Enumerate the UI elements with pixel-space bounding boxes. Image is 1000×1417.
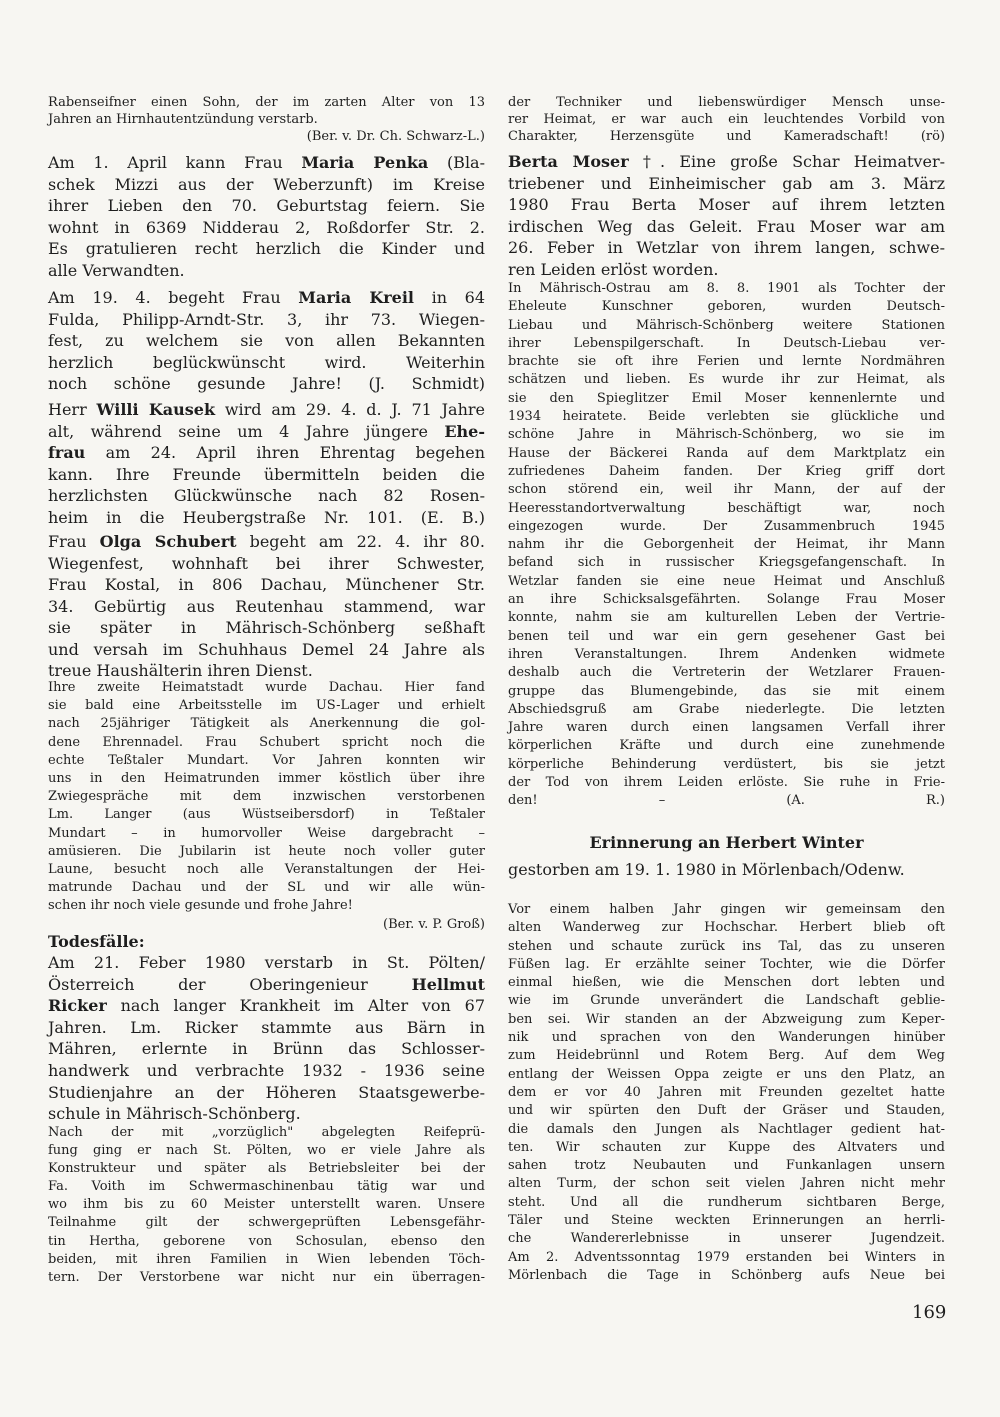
text-line [48, 152, 485, 174]
text-line: Eheleute Kunschner geboren, wurden Deutsch- [508, 299, 945, 315]
text-segment: wird am 29. 4. d. J. 71 Jahre [215, 400, 486, 419]
paragraph-r3 [508, 280, 945, 811]
paragraph-l7 [48, 931, 485, 952]
paragraph-r1 [508, 94, 945, 145]
text-line: stehen und schaute zurück ins Tal, das zu unseren [508, 938, 945, 954]
text-line: nik und sprachen von den Wanderungen hinüber [508, 1030, 945, 1046]
text-line: den! – (A. R.) [508, 793, 945, 809]
paragraph-l4 [48, 399, 485, 528]
text-line: nahm ihr die Geborgenheit der Heimat, ihr Mann [508, 537, 945, 553]
text-line: irdischen Weg das Geleit. Frau Moser war am [508, 216, 945, 236]
text-line: 1934 heiratete. Beide verlebten sie glückliche und [508, 409, 945, 425]
text-line: 26. Feber in Wetzlar von ihrem langen, schwe- [508, 238, 945, 257]
text-line: Am 21. Feber 1980 verstarb in St. Pölten/ [48, 953, 485, 972]
text-line: matrunde Dachau und der SL und wir alle wün- [48, 880, 485, 896]
text-line: Lm. Langer (aus Wüstseibersdorf) in Teßtaler [48, 807, 485, 823]
text-line: Frau Kostal, in 806 Dachau, Münchener Str. [48, 575, 485, 594]
text-line: ihrer Lebenspilgerschaft. In Deutsch-Liebau ver- [508, 335, 945, 351]
text-line: Erinnerung an Herbert Winter [589, 833, 864, 852]
text-line: die damals den Jungen als Nachtlager gedient hat- [508, 1121, 945, 1137]
text-line: handwerk und verbrachte 1932 - 1936 seine [48, 1060, 485, 1080]
text-segment: Am 19. 4. begeht Frau [48, 288, 299, 307]
text-line: Wetzlar fanden sie eine neue Heimat und Anschluß [508, 573, 945, 589]
text-line: Teilnahme gilt der schwergeprüften Lebensgefähr- [48, 1215, 485, 1231]
paragraph-l3 [48, 287, 485, 395]
text-line: dene Ehrennadel. Frau Schubert spricht noch die [48, 734, 485, 750]
text-line: körperlichen Kräfte und durch eine zunehmende [508, 738, 945, 754]
text-line: konnte, nahm sie am kulturellen Leben der Vertrie- [508, 610, 945, 626]
bold-name: Willi Kausek [96, 400, 216, 419]
text-segment: Österreich der Oberingenieur [48, 974, 412, 994]
text-line: noch schöne gesunde Jahre! (J. Schmidt) [48, 374, 485, 393]
text-line [48, 442, 485, 464]
text-line: echte Teßtaler Mundart. Vor Jahren konnten wir [48, 752, 485, 768]
text-line: Studienjahre an der Höheren Staatsgewerbe- [48, 1082, 485, 1102]
text-line: nach 25jähriger Tätigkeit als Anerkennung die gol- [48, 716, 485, 732]
text-line: ihren Veranstaltungen. Ihrem Andenken widmete [508, 646, 945, 662]
text-segment: alt, während seine um 4 Jahre jüngere [48, 421, 445, 441]
text-line: Heeresstandortverwaltung beschäftigt war, noch [508, 500, 945, 516]
text-line: zufriedenes Daheim fanden. Der Krieg griff dort [508, 463, 945, 479]
text-segment: Am 1. April kann Frau [48, 153, 302, 172]
bold-name: Hellmut [411, 974, 485, 994]
text-segment: begeht am 22. 4. ihr 80. [236, 532, 485, 551]
paragraph-r2 [508, 151, 945, 280]
text-line: wohnt in 6369 Nidderau 2, Roßdorfer Str. 2. [48, 217, 485, 237]
text-line: zum Heidebrünnl und Rotem Berg. Auf dem Weg [508, 1048, 945, 1064]
text-line: körperliche Behinderung verdüstert, bis sie jetzt [508, 756, 945, 772]
text-segment: nach langer Krankheit im Alter von 67 [106, 996, 485, 1016]
text-line [48, 995, 485, 1017]
text-line: schek Mizzi aus der Weberzunft) im Kreise [48, 174, 485, 194]
text-line: amüsieren. Die Jubilarin ist heute noch voller guter [48, 843, 485, 859]
text-line: der Tod von ihrem Leiden erlöste. Sie ruhe in Frie- [508, 775, 945, 791]
text-line: der Techniker und liebenswürdiger Mensch unse- [508, 95, 945, 110]
text-line: Nach der mit „vorzüglich" abgelegten Reifeprü- [48, 1125, 485, 1140]
text-line: sie später in Mährisch-Schönberg seßhaft [48, 618, 485, 637]
text-line: wie im Grunde unverändert die Landschaft geblie- [508, 993, 945, 1009]
text-line: Konstrukteur und später als Betriebsleiter bei der [48, 1161, 485, 1177]
text-line: sie bald eine Arbeitsstelle im US-Lager und erhielt [48, 698, 485, 714]
text-line: alten Wanderweg zur Hochschar. Herbert blieb oft [508, 920, 945, 936]
text-line: 34. Gebürtig aus Reutenhau stammend, war [48, 596, 485, 616]
text-line: uns in den Heimatrunden immer köstlich über ihre [48, 771, 485, 787]
text-line: herzlich beglückwünscht wird. Weiterhin [48, 352, 485, 372]
text-line: (Ber. v. P. Groß) [383, 916, 485, 932]
paragraph-l2 [48, 152, 485, 281]
text-segment: †. Eine große Schar Heimatver- [628, 152, 945, 171]
text-line: alten Turm, der schon seit vielen Jahren nicht mehr [508, 1176, 945, 1192]
text-line: Wiegenfest, wohnhaft bei ihrer Schwester, [48, 553, 485, 573]
text-line: ben sei. Wir standen an der Abzweigung zum Keper- [508, 1011, 945, 1027]
text-line: benen teil und war ein gern gesehener Gast bei [508, 628, 945, 644]
text-line: Rabenseifner einen Sohn, der im zarten Alter von 13 [48, 95, 485, 110]
paragraph-l1 [48, 94, 485, 145]
text-line: gestorben am 19. 1. 1980 in Mörlenbach/Odenw. [508, 860, 905, 879]
text-line: Mähren, erlernte in Brünn das Schlosser- [48, 1039, 485, 1059]
text-line: gruppe das Blumengebinde, das sie mit einem [508, 683, 945, 699]
paragraph-l9 [48, 1124, 485, 1287]
text-line: tern. Der Verstorbene war nicht nur ein überragen- [48, 1269, 485, 1285]
bold-name: Ehe- [444, 421, 485, 441]
text-line: In Mährisch-Ostrau am 8. 8. 1901 als Tochter der [508, 281, 945, 296]
text-line: ren Leiden erlöst worden. [508, 259, 719, 279]
text-line: Liebau und Mährisch-Schönberg weitere Stationen [508, 317, 945, 333]
text-line: einmal hießen, wie die Menschen dort lebten und [508, 975, 945, 991]
text-line [48, 421, 485, 443]
bold-name: Maria Kreil [298, 288, 414, 307]
text-line: Zwiegespräche mit dem inzwischen verstorbenen [48, 789, 485, 805]
text-line: Mundart – in humorvoller Weise dargebracht – [48, 825, 485, 841]
text-line: Fulda, Philipp-Arndt-Str. 3, ihr 73. Wiegen- [48, 309, 485, 329]
text-line: Todesfälle: [48, 932, 145, 951]
text-line: fest, zu welchem sie von allen Bekannten [48, 331, 485, 350]
text-line: treue Haushälterin ihren Dienst. [48, 661, 313, 680]
text-line: Füßen lag. Er erzählte seiner Tochter, wie die Dörfer [508, 956, 945, 972]
text-line [48, 287, 485, 309]
text-line: che Wandererlebnisse in unserer Jugendzeit. [508, 1231, 945, 1247]
text-segment: am 24. April ihren Ehrentag begehen [85, 443, 485, 462]
text-line: eingezogen wurde. Der Zusammenbruch 1945 [508, 518, 945, 534]
text-line: kann. Ihre Freunde übermitteln beiden die [48, 464, 485, 484]
text-line: deshalb auch die Vertreterin der Wetzlarer Frauen- [508, 665, 945, 681]
text-line: Täler und Steine weckten Erinnerungen an herrli- [508, 1213, 945, 1229]
text-line: und versah im Schuhhaus Demel 24 Jahre als [48, 639, 485, 659]
text-line: Jahre waren durch einen langsamen Verfall ihrer [508, 720, 945, 736]
paragraph-l5 [48, 531, 485, 682]
text-line [48, 399, 485, 421]
text-line: Jahren an Hirnhautentzündung verstarb. [48, 112, 318, 127]
text-line: heim in die Heubergstraße Nr. 101. (E. B.) [48, 507, 485, 527]
bold-name: Berta Moser [508, 152, 629, 171]
text-line: schöne Jahre in Mährisch-Schönberg, wo sie im [508, 427, 945, 443]
text-line: beiden, mit ihren Familien in Wien lebenden Töch- [48, 1251, 485, 1267]
text-line [508, 151, 945, 173]
text-line: Am 2. Adventssonntag 1979 erstanden bei Winters in [508, 1249, 945, 1265]
bold-name: Maria Penka [301, 153, 429, 172]
text-line: Abschiedsgruß am Grabe niederlegte. Die letzten [508, 701, 945, 717]
text-line: Ihre zweite Heimatstadt wurde Dachau. Hier fand [48, 680, 485, 695]
text-line: Laune, besucht noch alle Veranstaltungen der Hei- [48, 862, 485, 878]
text-line: steht. Und all die rundherum sichtbaren Berge, [508, 1194, 945, 1210]
paragraph-l8 [48, 952, 485, 1125]
paragraph-r5 [508, 859, 945, 880]
bold-name: Olga Schubert [99, 532, 237, 551]
paragraph-r4 [508, 832, 945, 853]
text-line: Fa. Voith im Schwermaschinenbau tätig war und [48, 1179, 485, 1195]
text-line: rer Heimat, er war auch ein leuchtendes Vorbild von [508, 112, 945, 127]
text-line: Charakter, Herzensgüte und Kameradschaft! (rö) [508, 129, 945, 144]
text-line: Jahren. Lm. Ricker stammte aus Bärn in [48, 1017, 485, 1037]
text-line: befand sich in russischer Kriegsgefangenschaft. In [508, 555, 945, 571]
text-line: schen ihr noch viele gesunde und frohe Jahre! [48, 898, 353, 914]
text-line: entlang der Weissen Oppa zeigte er uns den Platz, an [508, 1066, 945, 1082]
text-line [48, 531, 485, 553]
bold-name: Ricker [48, 996, 107, 1016]
text-segment: Frau [48, 532, 100, 551]
text-segment: (Bla- [428, 153, 486, 172]
text-line: sie den Spieglitzer Emil Moser kennenlernte und [508, 390, 945, 406]
text-line: ten. Wir schauten zur Kuppe des Altvaters und [508, 1139, 945, 1155]
text-line: brachte sie oft ihre Ferien und lernte Nordmähren [508, 354, 945, 370]
text-line: 1980 Frau Berta Moser auf ihrem letzten [508, 195, 945, 214]
text-line: ihrer Lieben den 70. Geburtstag feiern. Sie [48, 196, 485, 215]
paragraph-r6 [508, 901, 945, 1285]
text-line: schule in Mährisch-Schönberg. [48, 1104, 301, 1124]
text-line: dem er vor 40 Jahren mit Freunden gezeltet hatte [508, 1084, 945, 1100]
text-line: herzlichsten Glückwünsche nach 82 Rosen- [48, 486, 485, 505]
text-line: alle Verwandten. [48, 260, 185, 280]
page-number: 169 [912, 1302, 947, 1323]
text-line: und wir spürten den Duft der Gräser und Stauden, [508, 1103, 945, 1119]
text-segment: in 64 [414, 288, 486, 307]
text-line: (Ber. v. Dr. Ch. Schwarz-L.) [306, 129, 485, 144]
text-line: Hause der Bäckerei Randa auf dem Marktplatz ein [508, 445, 945, 461]
text-line [48, 974, 485, 996]
text-line: tin Hertha, geborene von Schosulan, ebenso den [48, 1233, 485, 1249]
text-line: wo ihm bis zu 60 Meister unterstellt waren. Unsere [48, 1197, 485, 1213]
text-line: Vor einem halben Jahr gingen wir gemeinsam den [508, 902, 945, 917]
text-line: sahen trotz Neubauten und Funkanlagen unsern [508, 1158, 945, 1174]
bold-name: frau [48, 443, 86, 462]
text-line: fung ging er nach St. Pölten, wo er viele Jahre als [48, 1143, 485, 1159]
paragraph-l6 [48, 679, 485, 934]
text-line: schon störend ein, weil ihr Mann, der auf der [508, 482, 945, 498]
text-line: triebener und Einheimischer gab am 3. März [508, 173, 945, 193]
text-line: Es gratulieren recht herzlich die Kinder und [48, 239, 485, 258]
text-line: schätzen und lieben. Es wurde ihr zur Heimat, als [508, 372, 945, 388]
text-line: an ihre Schicksalsgefährten. Solange Frau Moser [508, 592, 945, 608]
text-line: Mörlenbach die Tage in Schönberg aufs Neue bei [508, 1267, 945, 1283]
text-segment: Herr [48, 400, 97, 419]
